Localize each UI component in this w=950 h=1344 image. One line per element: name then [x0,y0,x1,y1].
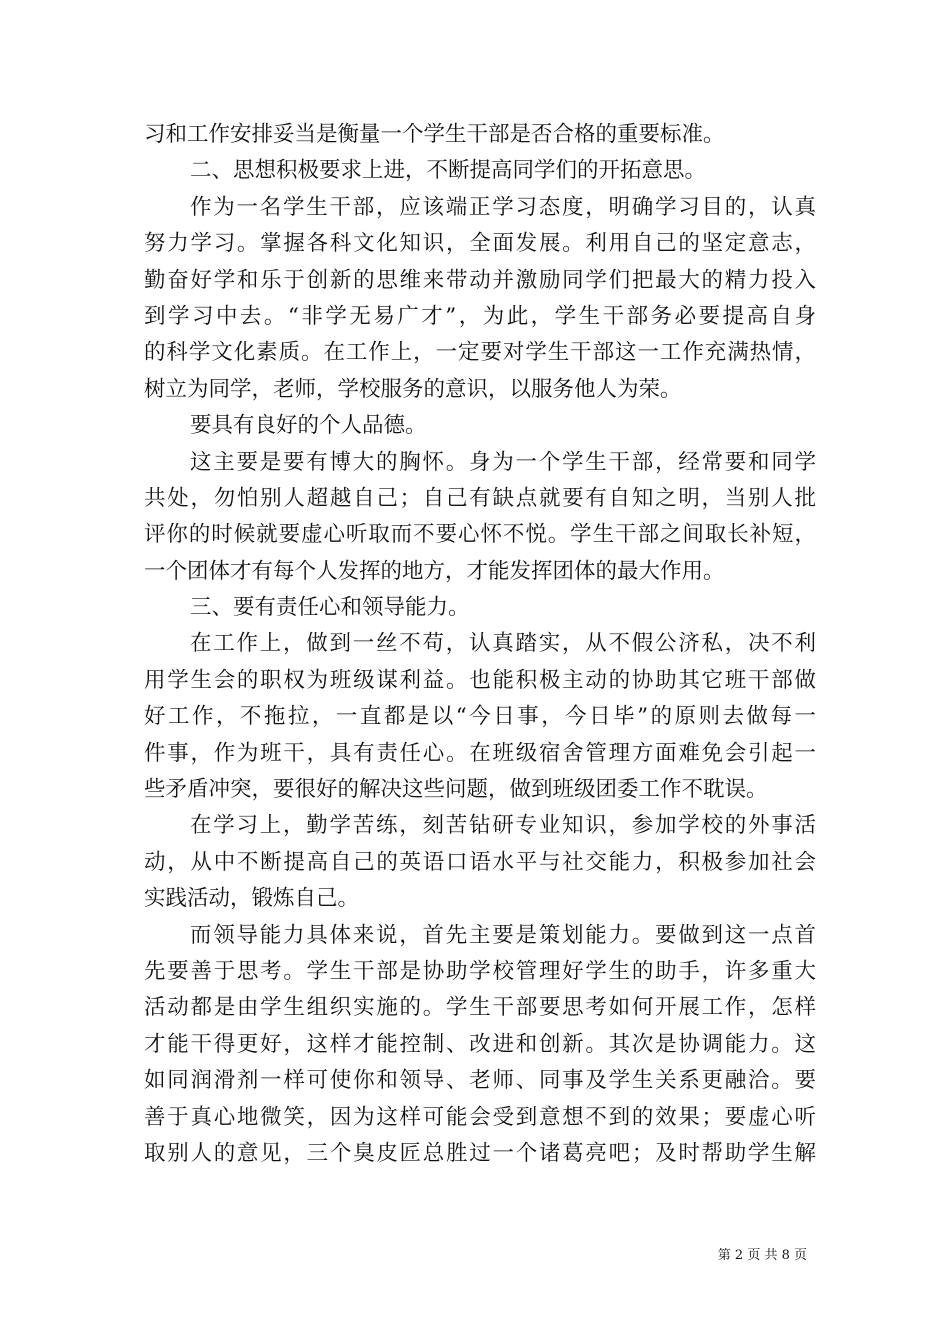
text-line: 树立为同学，老师，学校服务的意识，以服务他人为荣。 [144,376,682,402]
text-line: 作为一名学生干部，应该端正学习态度，明确学习目的，认真 [190,194,816,220]
text-line: 用学生会的职权为班级谋利益。也能积极主动的协助其它班干部做 [144,667,816,693]
text-line: 这主要是要有博大的胸怀。身为一个学生干部，经常要和同学 [190,449,816,475]
text-line: 习和工作安排妥当是衡量一个学生干部是否合格的重要标准。 [144,122,725,147]
text-line: 好工作，不拖拉，一直都是以“今日事，今日毕”的原则去做每一 [144,704,816,730]
text-line: 在学习上，勤学苦练，刻苦钻研专业知识，参加学校的外事活 [190,813,816,839]
text-line: 些矛盾冲突，要很好的解决这些问题，做到班级团委工作不耽误。 [144,777,768,803]
text-line: 到学习中去。“非学无易广才”，为此，学生干部务必要提高自身 [144,303,816,329]
body-text [144,117,816,1172]
text-line: 三、要有责任心和领导能力。 [190,595,470,621]
text-line: 才能干得更好，这样才能控制、改进和创新。其次是协调能力。这 [144,1031,816,1057]
text-line: 的科学文化素质。在工作上，一定要对学生干部这一工作充满热情， [144,340,816,366]
text-line: 善于真心地微笑，因为这样可能会受到意想不到的效果；要虚心听 [144,1104,816,1130]
text-line: 而领导能力具体来说，首先主要是策划能力。要做到这一点首 [190,922,816,948]
text-line: 先要善于思考。学生干部是协助学校管理好学生的助手，许多重大 [144,958,816,984]
text-line: 努力学习。掌握各科文化知识，全面发展。利用自己的坚定意志， [144,231,816,257]
text-line: 评你的时候就要虚心听取而不要心怀不悦。学生干部之间取长补短， [144,522,816,548]
text-line: 二、思想积极要求上进，不断提高同学们的开拓意思。 [190,158,707,184]
text-line: 如同润滑剂一样可使你和领导、老师、同事及学生关系更融洽。要 [144,1068,816,1094]
text-line: 要具有良好的个人品德。 [190,413,427,439]
text-line: 共处，勿怕别人超越自己；自己有缺点就要有自知之明，当别人批 [144,485,816,511]
text-line: 一个团体才有每个人发挥的地方，才能发挥团体的最大作用。 [144,558,725,584]
text-line: 实践活动，锻炼自己。 [144,886,360,912]
text-line: 活动都是由学生组织实施的。学生干部要思考如何开展工作，怎样 [144,995,816,1021]
text-line: 件事，作为班干，具有责任心。在班级宿舍管理方面难免会引起一 [144,740,816,766]
text-line: 取别人的意见，三个臭皮匠总胜过一个诸葛亮吧；及时帮助学生解 [144,1140,816,1166]
text-line: 勤奋好学和乐于创新的思维来带动并激励同学们把最大的精力投入 [144,267,816,293]
page-number: 第 2 页 共 8 页 [717,1248,807,1263]
text-line: 在工作上，做到一丝不苟，认真踏实，从不假公济私，决不利 [190,631,816,657]
text-line: 动，从中不断提高自己的英语口语水平与社交能力，积极参加社会 [144,849,816,875]
